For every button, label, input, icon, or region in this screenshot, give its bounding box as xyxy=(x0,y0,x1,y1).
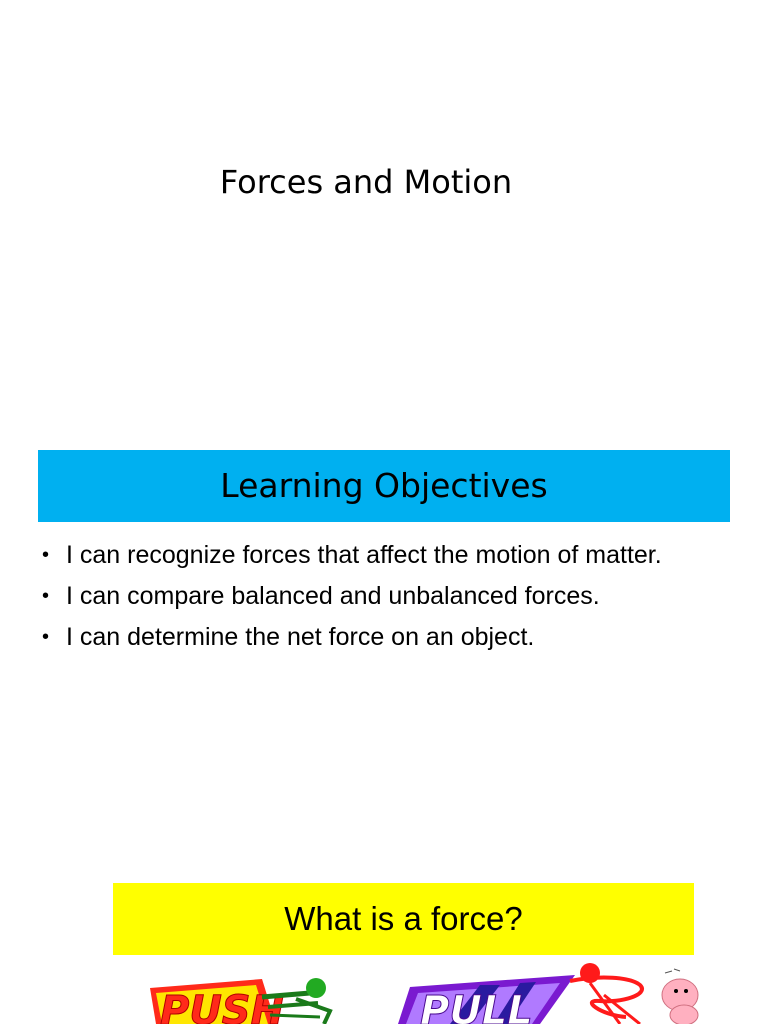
objective-text: I can compare balanced and unbalanced forces. xyxy=(66,582,600,610)
what-is-a-force-heading: What is a force? xyxy=(284,900,523,937)
pull-word-art xyxy=(398,963,642,1024)
learning-objectives-heading: Learning Objectives xyxy=(220,466,548,505)
push-word-art xyxy=(150,978,330,1024)
pull-text: PULL xyxy=(420,988,533,1024)
bullet-icon: • xyxy=(42,626,50,648)
push-text: PUSH xyxy=(160,988,285,1024)
bullet-icon: • xyxy=(42,585,50,607)
what-is-a-force-banner xyxy=(113,883,694,955)
bullet-icon: • xyxy=(42,544,50,566)
slide-title: Forces and Motion xyxy=(219,163,513,201)
objective-text: I can determine the net force on an object. xyxy=(66,623,535,651)
pig-character-art xyxy=(662,969,698,1024)
objective-text: I can recognize forces that affect the motion of matter. xyxy=(66,541,662,569)
objective-item xyxy=(40,620,720,654)
objective-item xyxy=(40,579,720,613)
learning-objectives-banner xyxy=(38,450,730,522)
objective-item xyxy=(40,538,720,572)
objectives-list xyxy=(40,538,720,661)
push-pull-clipart xyxy=(0,955,768,1024)
